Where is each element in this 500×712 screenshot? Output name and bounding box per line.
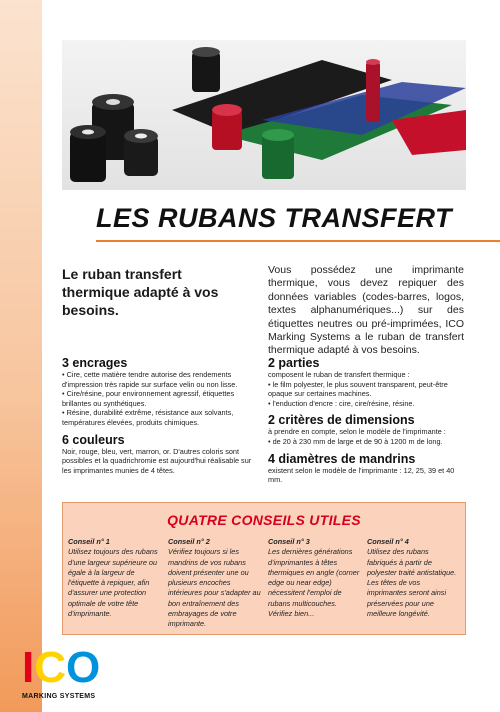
tip-3-text: Les dernières générations d'imprimantes à têtes thermiques en angle (corner edge ou near edge) nécessitent l'emploi de rubans multicouches. Vérifiez bien...: [268, 547, 360, 619]
black-roll-small: [124, 129, 158, 176]
couleurs-text: Noir, rouge, bleu, vert, marron, or. D'autres coloris sont possibles et la quadrichromie est aujourd'hui réalisable sur les imprimantes munies de 4 têtes.: [62, 446, 252, 475]
logo-tagline: MARKING SYSTEMS: [22, 693, 96, 700]
criteres-text: à prendre en compte, selon le modèle de l'imprimante :: [268, 427, 446, 437]
side-gradient-strip: [0, 0, 42, 712]
mandrins-heading: 4 diamètres de mandrins: [268, 451, 416, 466]
intro-paragraph: Vous possédez une imprimante thermique, vous devez repiquer des données variables (codes-barres, logos, textes alphanumériques...) sur des étiquettes neutres ou pré-imprimées, ICO Marking Systems a le ruban de transfert thermique adapté à vos besoins.: [268, 264, 464, 357]
tip-1-label: Conseil n° 1: [68, 537, 110, 546]
criteres-heading: 2 critères de dimensions: [268, 413, 415, 428]
tip-1: [68, 537, 161, 619]
title-underline: [96, 240, 500, 242]
mandrins-text: existent selon le modèle de l'imprimante : 12, 25, 39 et 40 mm.: [268, 465, 455, 485]
parties-item-1: • le film polyester, le plus souvent transparent, peut-être opaque sur certaines machines.: [268, 379, 448, 399]
black-roll-top: [192, 47, 220, 92]
tip-4-text: Utilisez des rubans fabriqués à partir de polyester traité antistatique. Les têtes de vos imprimantes seront ainsi préservées pour une meilleure longévité.: [367, 547, 457, 619]
tip-2: [168, 537, 261, 630]
right-column: [268, 356, 466, 485]
logo-letters: [22, 645, 114, 691]
red-roll: [212, 104, 242, 150]
tips-box: [62, 502, 466, 635]
encrages-item-2: • Cire/résine, pour environnement agressif, étiquettes brillantes ou synthétiques.: [62, 389, 235, 408]
encrages-heading: 3 encrages: [62, 356, 128, 370]
lead-heading: Le ruban transfert thermique adapté à vos besoins.: [62, 266, 219, 318]
encrages-item-3: • Résine, durabilité extrême, résistance aux solvants, températures élevées, produits chimiques.: [62, 408, 234, 427]
parties-item-2: • l'enduction d'encre : cire, cire/résine, résine.: [268, 398, 415, 408]
tip-3: [268, 537, 361, 619]
parties-heading: 2 parties: [268, 356, 320, 370]
tip-4: [367, 537, 460, 619]
parties-intro: composent le ruban de transfert thermique :: [268, 370, 410, 379]
ico-logo: [22, 645, 114, 709]
tip-2-label: Conseil n° 2: [168, 537, 210, 546]
criteres-item-1: • de 20 à 230 mm de large et de 90 à 1200 m de long.: [268, 436, 443, 446]
tip-3-label: Conseil n° 3: [268, 537, 310, 546]
page-title: LES RUBANS TRANSFERT: [96, 203, 453, 233]
tip-4-label: Conseil n° 4: [367, 537, 409, 546]
couleurs-heading: 6 couleurs: [62, 432, 125, 447]
tip-2-text: Vérifiez toujours si les mandrins de vos rubans doivent présenter une ou plusieurs encoches intérieures pour s'adapter au bon entraînement des embrayages de votre imprimante.: [168, 547, 261, 629]
ribbon-rolls-illustration: [62, 40, 466, 190]
green-roll: [262, 129, 294, 179]
encrages-item-1: • Cire, cette matière tendre autorise des rendements d'impression très rapide sur surface velin ou non lisse.: [62, 370, 238, 389]
logo-letter-o: O: [66, 643, 101, 692]
red-roll-right: [366, 59, 380, 122]
logo-letter-i: I: [22, 643, 35, 692]
black-roll-back: [70, 125, 106, 182]
tips-title: QUATRE CONSEILS UTILES: [167, 512, 361, 528]
tip-1-text: Utilisez toujours des rubans d'une largeur supérieure ou égale à la largeur de l'étiquette à repiquer, afin d'assurer une protection optimale de votre tête d'imprimante.: [68, 547, 158, 619]
product-photo-ribbon-rolls: [62, 40, 466, 190]
left-column: [62, 356, 257, 475]
logo-letter-c: C: [34, 643, 67, 692]
